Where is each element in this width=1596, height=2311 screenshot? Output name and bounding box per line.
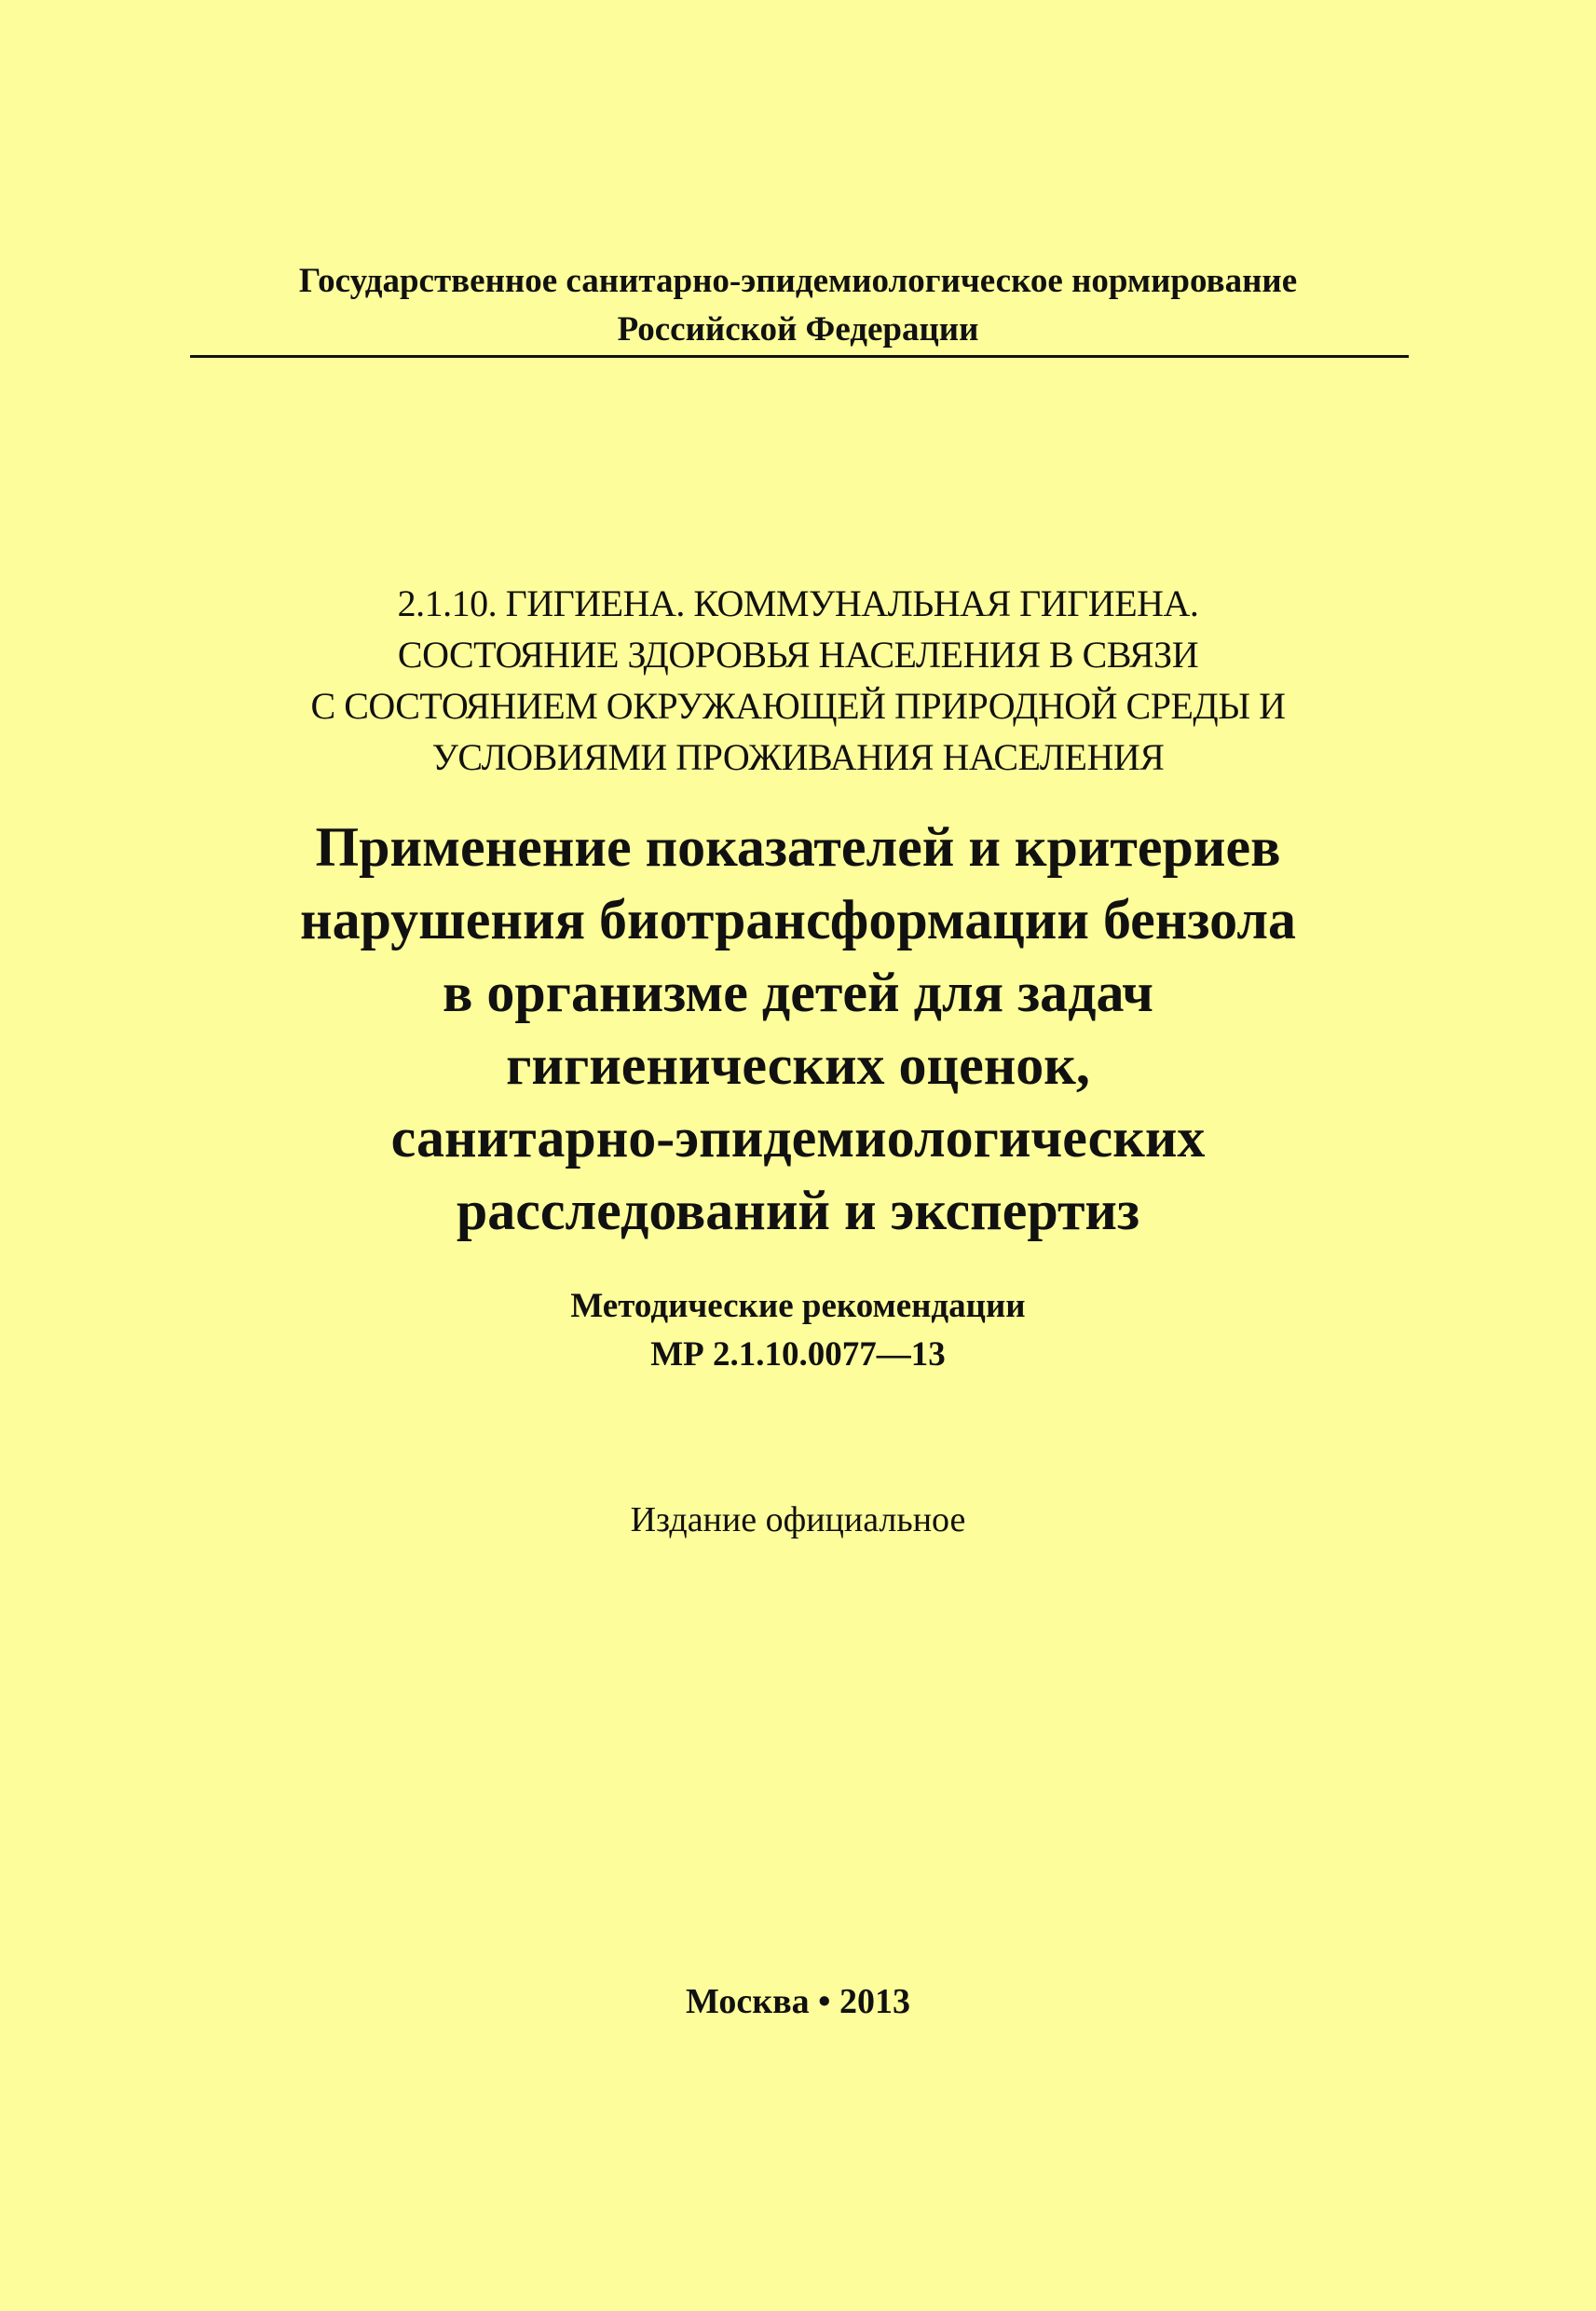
category-line-3: С СОСТОЯНИЕМ ОКРУЖАЮЩЕЙ ПРИРОДНОЙ СРЕДЫ И [310, 685, 1286, 727]
publication-place-year: Москва • 2013 [686, 1982, 910, 2021]
category-line-1: 2.1.10. ГИГИЕНА. КОММУНАЛЬНАЯ ГИГИЕНА. [397, 582, 1199, 624]
title-line-4: гигиенических оценок, [506, 1034, 1090, 1096]
title-line-2: нарушения биотрансформации бензола [300, 889, 1296, 950]
title-line-5: санитарно-эпидемиологических [390, 1107, 1206, 1169]
title-line-6: расследований и экспертиз [456, 1180, 1140, 1241]
edition-note: Издание официальное [630, 1500, 966, 1539]
header-line-2: Российской Федерации [617, 310, 979, 349]
document-type [0, 1282, 1596, 1379]
title-line-3: в организме детей для задач [443, 962, 1153, 1023]
category-line-2: СОСТОЯНИЕ ЗДОРОВЬЯ НАСЕЛЕНИЯ В СВЯЗИ [397, 634, 1199, 676]
title-line-1: Применение показателей и критериев [315, 816, 1281, 878]
header-organization [0, 257, 1596, 354]
header-line-1: Государственное санитарно-эпидемиологическое нормирование [298, 262, 1298, 300]
header-divider [190, 355, 1409, 358]
doc-code: МР 2.1.10.0077—13 [650, 1335, 946, 1374]
category-block [0, 578, 1596, 783]
category-line-4: УСЛОВИЯМИ ПРОЖИВАНИЯ НАСЕЛЕНИЯ [431, 736, 1165, 778]
document-title [0, 811, 1596, 1247]
doc-type-label: Методические рекомендации [570, 1287, 1026, 1325]
